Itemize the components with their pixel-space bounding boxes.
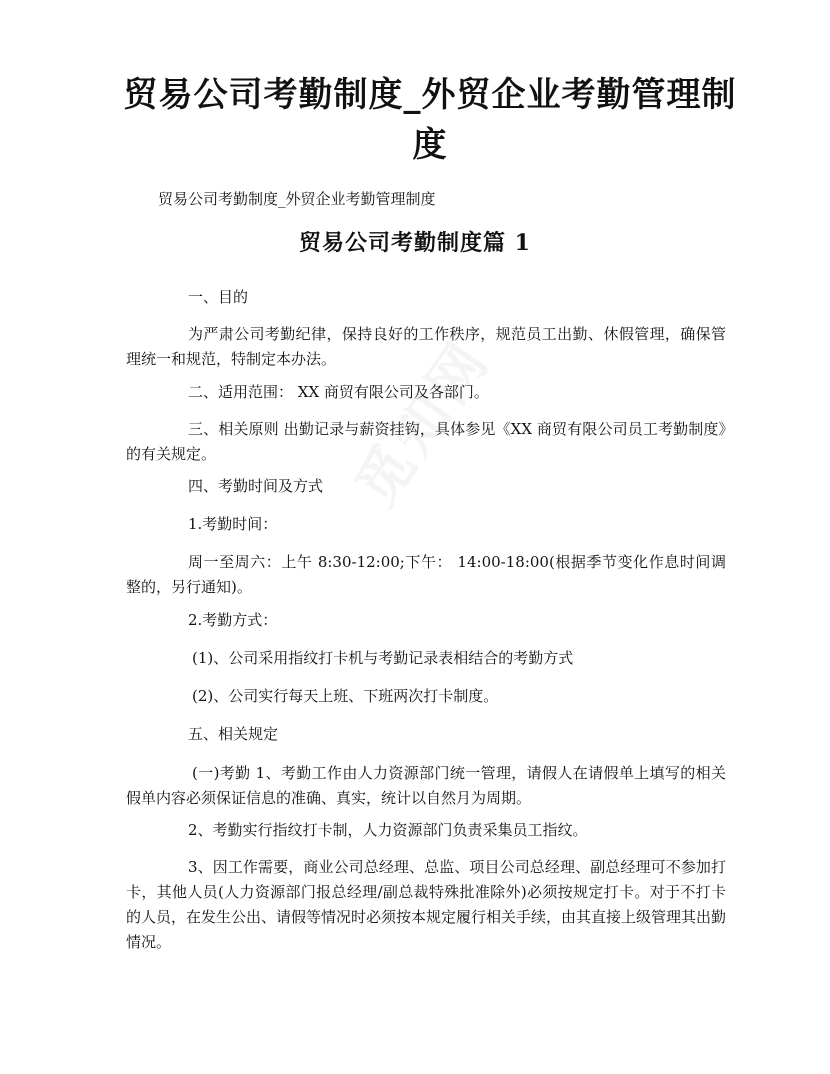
paragraph-method-1: (1)、公司采用指纹打卡机与考勤记录表相结合的考勤方式	[192, 649, 574, 667]
document-title: 贸易公司考勤制度_外贸企业考勤管理制度	[123, 75, 737, 165]
paragraph-purpose-heading: 一、目的	[188, 288, 249, 306]
paragraph-purpose-body: 为严肃公司考勤纪律，保持良好的工作秩序，规范员工出勤、休假管理，确保管理统一和规范，特制定本办法。	[126, 325, 726, 368]
paragraph-rule-2: 2、考勤实行指纹打卡制，人力资源部门负责采集员工指纹。	[188, 821, 588, 839]
document-subtitle: 贸易公司考勤制度_外贸企业考勤管理制度	[158, 190, 436, 208]
paragraph-time-body: 周一至周六：上午 8:30-12:00;下午： 14:00-18:00(根据季节变化作息时间调整的，另行通知)。	[126, 553, 726, 596]
section-heading: 贸易公司考勤制度篇 1	[299, 230, 531, 256]
paragraph-scope: 二、适用范围： XX 商贸有限公司及各部门。	[188, 383, 489, 401]
paragraph-method-heading: 2.考勤方式：	[188, 611, 278, 629]
paragraph-principles: 三、相关原则 出勤记录与薪资挂钩，具体参见《XX 商贸有限公司员工考勤制度》的有关规定。	[126, 420, 726, 463]
paragraph-time-heading: 1.考勤时间：	[188, 515, 278, 533]
paragraph-rule-3: 3、因工作需要，商业公司总经理、总监、项目公司总经理、副总经理可不参加打卡，其他人员(人力资源部门报总经理/副总裁特殊批准除外)必须按规定打卡。对于不打卡的人员，在发生公出、请假等情况时必须按本规定履行相关手续，由其直接上级管理其出勤情况。	[126, 858, 727, 951]
paragraph-time-method-heading: 四、考勤时间及方式	[188, 477, 324, 495]
paragraph-rule-1: (一)考勤 1、考勤工作由人力资源部门统一管理，请假人在请假单上填写的相关假单内容必须保证信息的准确、真实，统计以自然月为周期。	[126, 764, 726, 807]
paragraph-rules-heading: 五、相关规定	[188, 725, 279, 743]
paragraph-method-2: (2)、公司实行每天上班、下班两次打卡制度。	[192, 687, 499, 705]
